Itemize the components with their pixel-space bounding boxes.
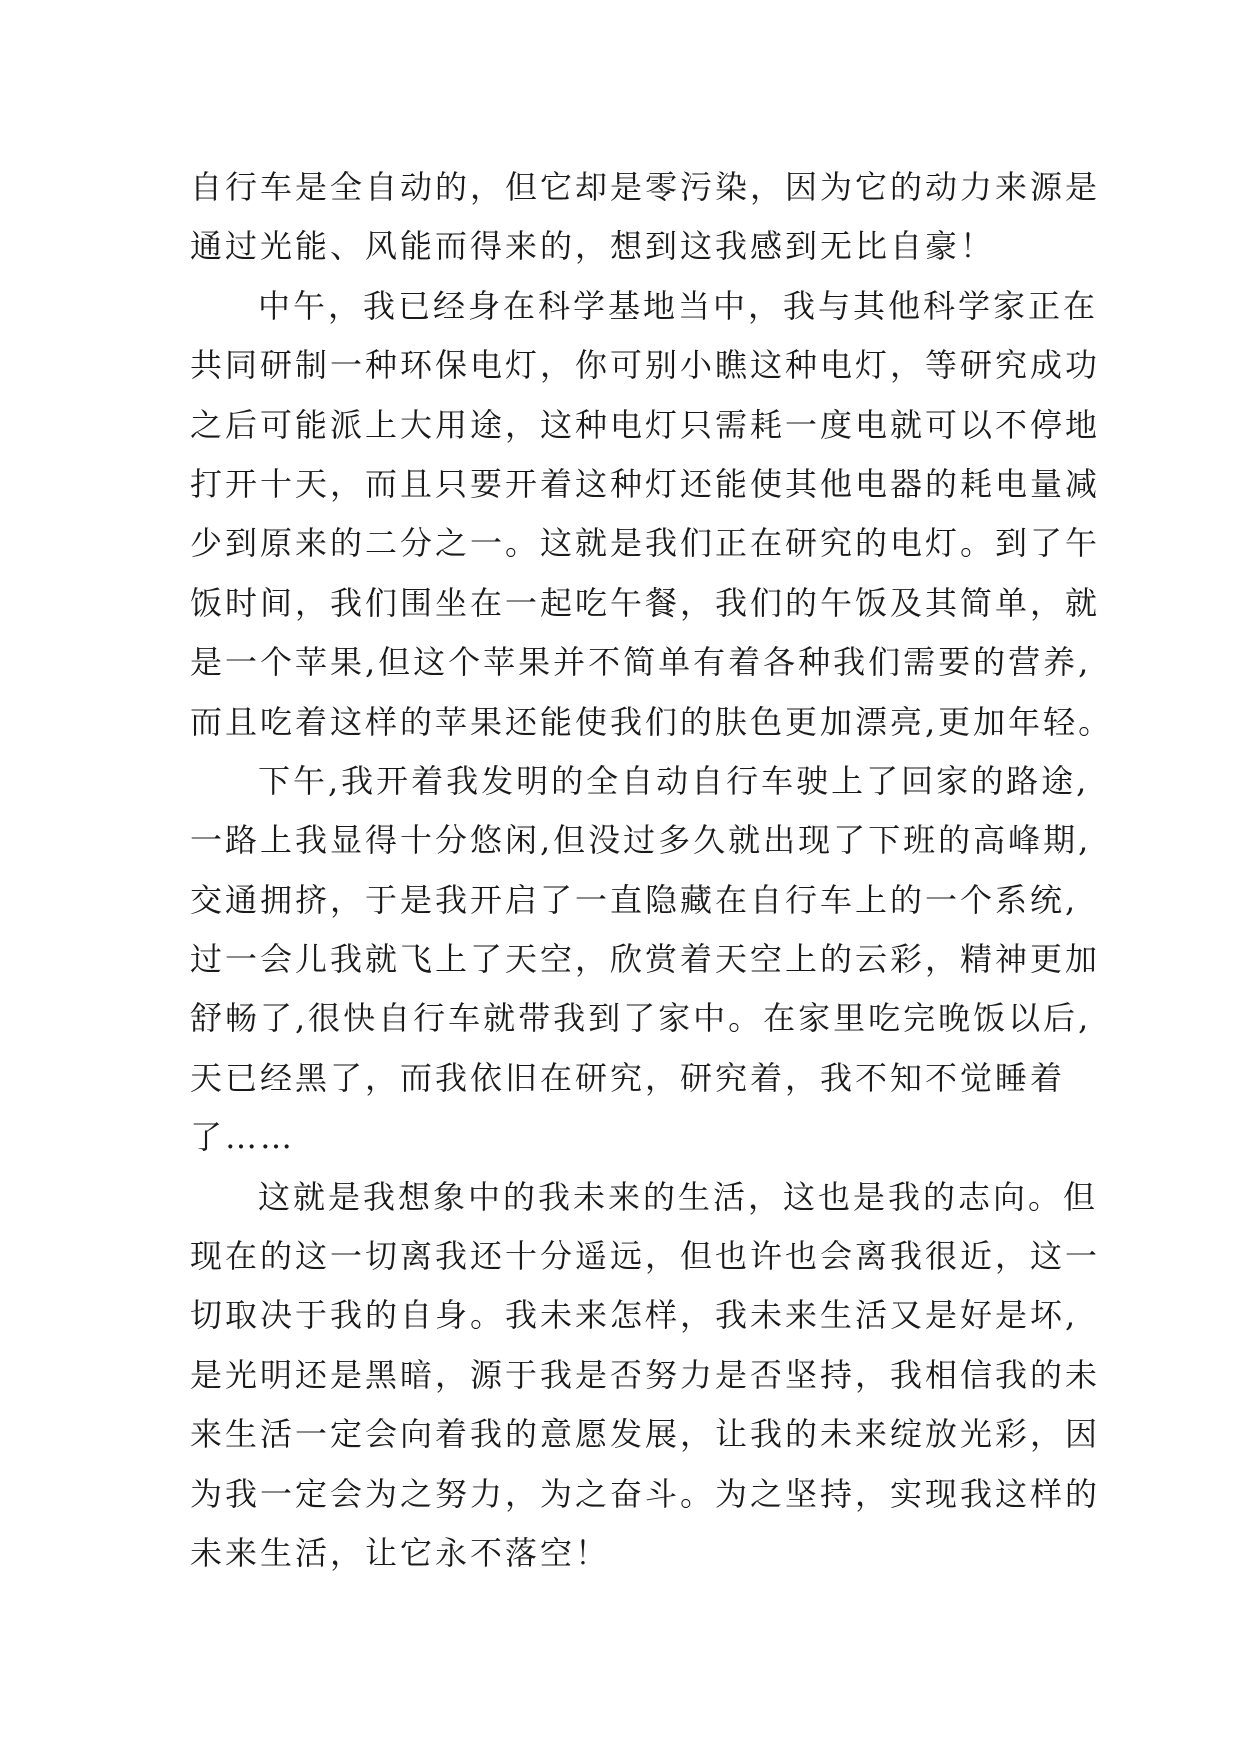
text-line: 共同研制一种环保电灯，你可别小瞧这种电灯，等研究成功 xyxy=(190,346,1101,385)
text-line: 过一会儿我就飞上了天空，欣赏着天空上的云彩，精神更加 xyxy=(190,940,1101,979)
text-line: 而且吃着这样的苹果还能使我们的肤色更加漂亮,更加年轻。 xyxy=(190,702,1114,741)
text-line: 未来生活，让它永不落空！ xyxy=(190,1533,611,1572)
text-line: 一路上我显得十分悠闲,但没过多久就出现了下班的高峰期, xyxy=(190,821,1092,860)
text-line: 来生活一定会向着我的意愿发展，让我的未来绽放光彩，因 xyxy=(190,1415,1101,1454)
text-line: 现在的这一切离我还十分遥远，但也许也会离我很近，这一 xyxy=(190,1237,1101,1276)
text-line: 饭时间，我们围坐在一起吃午餐，我们的午饭及其简单，就 xyxy=(190,583,1101,622)
essay-body xyxy=(190,158,1114,1583)
text-line: 之后可能派上大用途，这种电灯只需耗一度电就可以不停地 xyxy=(190,405,1101,444)
text-line: 打开十天，而且只要开着这种灯还能使其他电器的耗电量减 xyxy=(190,464,1101,503)
paragraph-start-line: 中午，我已经身在科学基地当中，我与其他科学家正在 xyxy=(258,286,1099,325)
text-line: 交通拥挤，于是我开启了一直隐藏在自行车上的一个系统, xyxy=(190,880,1079,919)
text-line: 舒畅了,很快自行车就带我到了家中。在家里吃完晚饭以后, xyxy=(190,999,1092,1038)
text-line: 了…… xyxy=(190,1118,296,1157)
paragraph-start-line: 这就是我想象中的我未来的生活，这也是我的志向。但 xyxy=(258,1177,1099,1216)
text-line: 天已经黑了，而我依旧在研究，研究着，我不知不觉睡着 xyxy=(190,1058,1066,1097)
text-line: 自行车是全自动的，但它却是零污染，因为它的动力来源是 xyxy=(190,168,1101,206)
text-line: 是光明还是黑暗，源于我是否努力是否坚持，我相信我的未 xyxy=(190,1355,1101,1394)
paragraph-start-line: 下午,我开着我发明的全自动自行车驶上了回家的路途, xyxy=(258,761,1090,800)
text-line: 少到原来的二分之一。这就是我们正在研究的电灯。到了午 xyxy=(190,524,1101,563)
text-line: 切取决于我的自身。我未来怎样，我未来生活又是好是坏, xyxy=(190,1296,1079,1335)
text-line: 是一个苹果,但这个苹果并不简单有着各种我们需要的营养, xyxy=(190,643,1092,682)
text-line: 为我一定会为之努力，为之奋斗。为之坚持，实现我这样的 xyxy=(190,1474,1101,1513)
text-line: 通过光能、风能而得来的，想到这我感到无比自豪！ xyxy=(190,227,996,266)
